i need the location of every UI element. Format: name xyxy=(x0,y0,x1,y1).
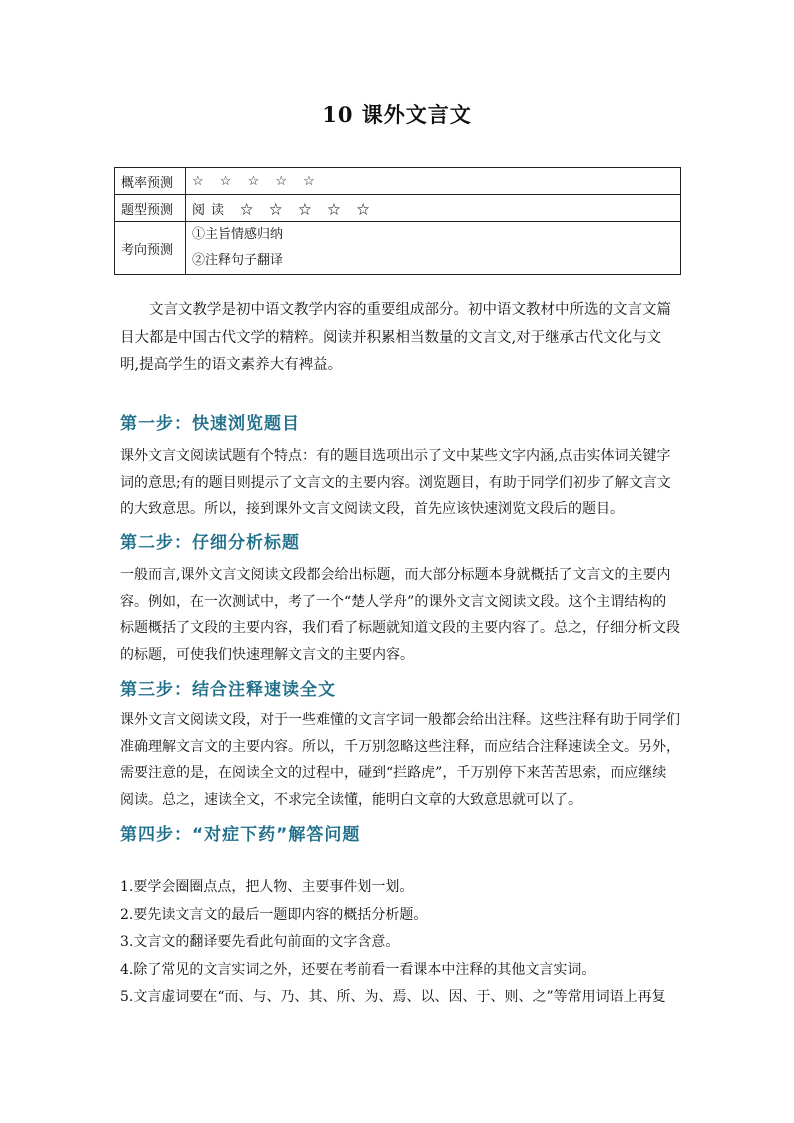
exam-focus-item: ①主旨情感归纳 xyxy=(192,227,284,242)
exam-focus-item: ②注释句子翻译 xyxy=(192,253,284,268)
step-2-paragraph: 一般而言,课外文言文阅读文段都会给出标题，而大部分标题本身就概括了文言文的主要内容。例如，在一次测试中，考了一个“楚人学舟”的课外文言文阅读文段。这个主谓结构的标题概括了文段的主要内容，我们看了标题就知道文段的主要内容了。总之，仔细分析文段的标题，可使我们快速理解文言文的主要内容。 xyxy=(120,567,680,663)
list-item: 5.文言虚词要在“而、与、乃、其、所、为、焉、以、因、于、则、之”等常用词语上再复 xyxy=(120,989,666,1005)
tips-list xyxy=(120,874,685,1012)
step-1-heading: 第一步：快速浏览题目 xyxy=(120,414,300,434)
step-2-heading: 第二步：仔细分析标题 xyxy=(120,533,300,553)
probability-stars: ☆ ☆ ☆ ☆ ☆ xyxy=(186,168,681,195)
exam-focus-list xyxy=(186,222,681,275)
probability-label: 概率预测 xyxy=(115,168,186,195)
prediction-table xyxy=(114,167,681,275)
intro-paragraph: 文言文教学是初中语文教学内容的重要组成部分。初中语文教材中所选的文言文篇目大都是中国古代文学的精粹。阅读并积累相当数量的文言文,对于继承古代文化与文明,提高学生的语文素养大有裨益。 xyxy=(120,302,671,373)
page-title: 10 课外文言文 xyxy=(322,102,472,127)
list-item: 1.要学会圈圈点点，把人物、主要事件划一划。 xyxy=(120,879,414,895)
exam-focus-label: 考向预测 xyxy=(115,222,186,275)
question-type-label: 题型预测 xyxy=(115,195,186,222)
step-3-paragraph: 课外文言文阅读文段，对于一些难懂的文言字词一般都会给出注释。这些注释有助于同学们准确理解文言文的主要内容。所以，千万别忽略这些注释，而应结合注释速读全文。另外，需要注意的是，在阅读全文的过程中，碰到“拦路虎”，千万别停下来苦苦思索，而应继续阅读。总之，速读全文，不求完全读懂，能明白文章的大致意思就可以了。 xyxy=(120,712,680,808)
table-row xyxy=(115,195,681,222)
step-3-heading: 第三步：结合注释速读全文 xyxy=(120,680,336,700)
question-type-value: 阅读 ☆ ☆ ☆ ☆ ☆ xyxy=(186,195,681,222)
table-row xyxy=(115,168,681,195)
list-item: 4.除了常见的文言实词之外，还要在考前看一看课本中注释的其他文言实词。 xyxy=(120,961,596,978)
table-row xyxy=(115,222,681,275)
list-item: 2.要先读文言文的最后一题即内容的概括分析题。 xyxy=(120,906,428,923)
list-item: 3.文言文的翻译要先看此句前面的文字含意。 xyxy=(120,934,400,950)
step-1-paragraph: 课外文言文阅读试题有个特点：有的题目选项出示了文中某些文字内涵,点击实体词关键字词的意思;有的题目则提示了文言文的主要内容。浏览题目，有助于同学们初步了解文言文的大致意思。所以，接到课外文言文阅读文段，首先应该快速浏览文段后的题目。 xyxy=(120,448,671,517)
step-4-heading: 第四步：“对症下药”解答问题 xyxy=(120,825,361,845)
